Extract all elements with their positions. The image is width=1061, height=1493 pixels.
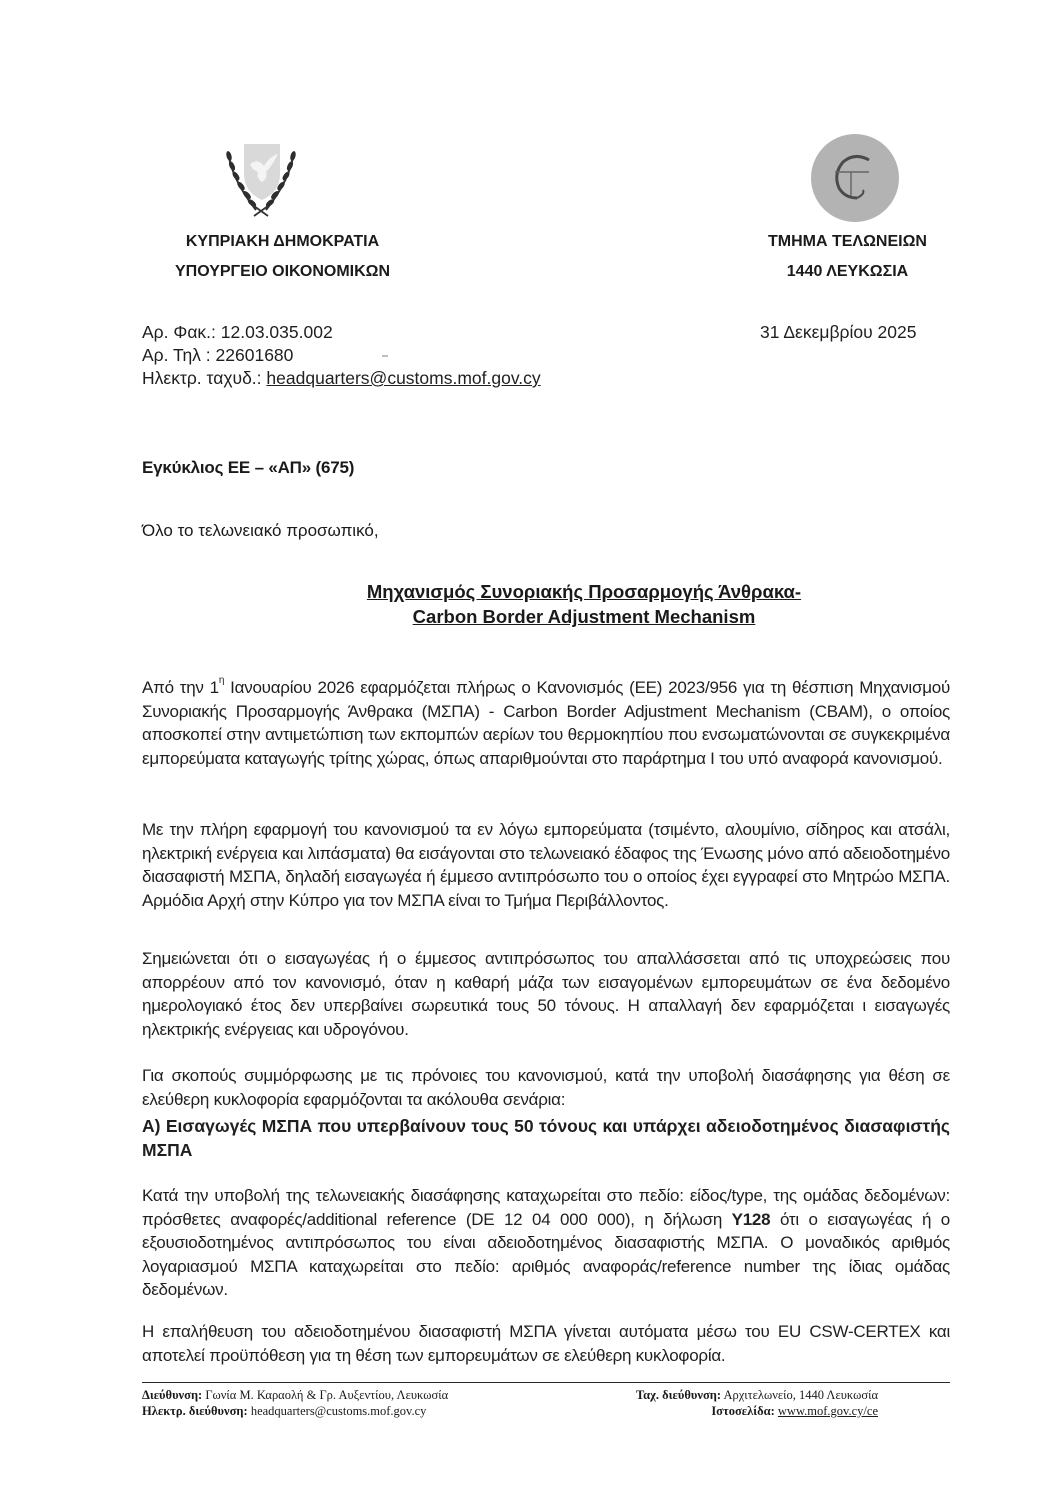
footer-website-link[interactable]: www.mof.gov.cy/ce (777, 1404, 878, 1418)
declaration-code: Y128 (731, 1209, 771, 1229)
paragraph-5-rest: ότι ο εισαγωγέας ή ο εξουσιοδοτημένος αντιπρόσωπος του είναι αδειοδοτημένος διασαφιστής ΜΣΠΑ. Ο μοναδικός αριθμός λογαριασμού ΜΣΠΑ καταχωρείται στο πεδίο: αριθμός αναφοράς/reference number της ίδιας ομάδας δεδομένων. (142, 1209, 950, 1299)
footer-divider (142, 1382, 950, 1383)
footer-address-value: Γωνία Μ. Καραολή & Γρ. Αυξεντίου, Λευκωσία (202, 1388, 449, 1402)
footer-postal (600, 1387, 878, 1403)
footer-address-label: Διεύθυνση: (142, 1388, 203, 1402)
cyprus-coat-of-arms-icon (214, 140, 308, 220)
header-country: ΚΥΠΡΙΑΚΗ ΔΗΜΟΚΡΑΤΙΑ (185, 233, 380, 250)
paragraph-6: Η επαλήθευση του αδειοδοτημένου διασαφιστή ΜΣΠΑ γίνεται αυτόματα μέσω του EU CSW-CERTEX και αποτελεί προϋπόθεση για τη θέση των εμπορευμάτων σε ελεύθερη κυκλοφορία. (142, 1322, 950, 1365)
paragraph-2: Με την πλήρη εφαρμογή του κανονισμού τα εν λόγω εμπορεύματα (τσιμέντο, αλουμίνιο, σίδηρος και ατσάλι, ηλεκτρική ενέργεια και λιπάσματα) θα εισάγονται στο τελωνειακό έδαφος της Ένωσης μόνο από αδειοδοτημένο διασαφιστή ΜΣΠΑ, δηλαδή εισαγωγέα ή έμμεσο αντιπρόσωπο του ο οποίος έχει εγγραφεί στο Μητρώο ΜΣΠΑ. Αρμόδια Αρχή στην Κύπρο για τον ΜΣΠΑ είναι το Τμήμα Περιβάλλοντος. (142, 820, 950, 910)
phone-line (142, 344, 541, 367)
footer-email-value[interactable]: headquarters@customs.mof.gov.cy (247, 1404, 427, 1418)
file-number-value: 12.03.035.002 (220, 322, 333, 342)
paragraph-3: Σημειώνεται ότι ο εισαγωγέας ή ο έμμεσος αντιπρόσωπος του απαλλάσσεται από τις υποχρεώσεις που απορρέουν από τον κανονισμό, όταν η καθαρή μάζα των εισαγομένων εμπορευμάτων σε ένα δεδομένο ημερολογιακό έτος δεν υπερβαίνει σωρευτικά τους 50 τόνους. Η απαλλαγή δεν εφαρμόζεται ι εισαγωγές ηλεκτρικής ενέργειας και υδρογόνου. (142, 949, 950, 1039)
paragraph-1-rest: Ιανουαρίου 2026 εφαρμόζεται πλήρως ο Κανονισμός (ΕΕ) 2023/956 για τη θέσπιση Μηχανισμού Συνοριακής Προσαρμογής Άνθρακα (ΜΣΠΑ) - Carbon Border Adjustment Mechanism (CBAM), ο οποίος αποσκοπεί στην αντιμετώπιση των εκπομπών αερίων του θερμοκηπίου που ενσωματώνονται σε συγκεκριμένα εμπορεύματα καταγωγής τρίτης χώρας, όπως απαριθμούνται στο παράρτημα Ι του υπό αναφορά κανονισμού. (142, 678, 950, 768)
paragraph-5 (142, 1184, 950, 1302)
header-department (745, 227, 950, 287)
footer-postal-value: Αρχιτελωνείο, 1440 Λευκωσία (721, 1388, 878, 1402)
footer-right (600, 1387, 878, 1419)
title-english: Carbon Border Adjustment Mechanism (412, 606, 756, 627)
greeting: Όλο το τελωνειακό προσωπικό, (142, 521, 379, 540)
reference-block (142, 321, 541, 390)
footer-email-label: Ηλεκτρ. διεύθυνση: (142, 1404, 248, 1418)
ordinal-superscript: η (218, 675, 225, 686)
paragraph-1-start: Από την 1 (142, 678, 219, 697)
header-department-city: 1440 ΛΕΥΚΩΣΙΑ (786, 263, 909, 280)
footer-website-label: Ιστοσελίδα: (711, 1404, 775, 1418)
email-link[interactable]: headquarters@customs.mof.gov.cy (266, 368, 541, 388)
document-date: 31 Δεκεμβρίου 2025 (760, 322, 917, 342)
email-line (142, 367, 541, 390)
footer-postal-label: Ταχ. διεύθυνση: (635, 1388, 722, 1402)
phone-label: Αρ. Τηλ : (142, 345, 211, 365)
title-greek: Μηχανισμός Συνοριακής Προσαρμογής Άνθρακα- (366, 581, 802, 602)
header-ministry (165, 227, 400, 287)
phone-value: 22601680 (215, 345, 294, 365)
file-number-line (142, 321, 541, 344)
header-ministry-name: ΥΠΟΥΡΓΕΙΟ ΟΙΚΟΝΟΜΙΚΩΝ (174, 263, 391, 280)
circular-number: Εγκύκλιος ΕΕ – «ΑΠ» (675) (142, 458, 355, 477)
footer-website (600, 1403, 878, 1419)
paragraph-1 (142, 676, 950, 770)
file-number-label: Αρ. Φακ.: (142, 322, 216, 342)
email-label: Ηλεκτρ. ταχυδ.: (142, 368, 262, 388)
scan-speck (382, 355, 388, 357)
customs-department-emblem-icon (811, 134, 899, 222)
document-title (142, 579, 950, 629)
header-department-name: ΤΜΗΜΑ ΤΕΛΩΝΕΙΩΝ (768, 233, 927, 250)
paragraph-4: Για σκοπούς συμμόρφωσης με τις πρόνοιες του κανονισμού, κατά την υποβολή διασάφησης για θέση σε ελεύθερη κυκλοφορία εφαρμόζονται τα ακόλουθα σενάρια: (142, 1066, 950, 1109)
section-a-heading: Α) Εισαγωγές ΜΣΠΑ που υπερβαίνουν τους 50 τόνους και υπάρχει αδειοδοτημένος διασαφιστής ΜΣΠΑ (142, 1116, 950, 1160)
footer-email (142, 1403, 448, 1419)
footer-left (142, 1387, 448, 1419)
paragraph-5-start: Κατά την υποβολή της τελωνειακής διασάφησης καταχωρείται στο πεδίο: είδος/type, της ομάδας δεδομένων: πρόσθετες αναφορές/additional reference (DE 12 04 000 000), η δήλωση (142, 1186, 950, 1229)
footer-address (142, 1387, 448, 1403)
